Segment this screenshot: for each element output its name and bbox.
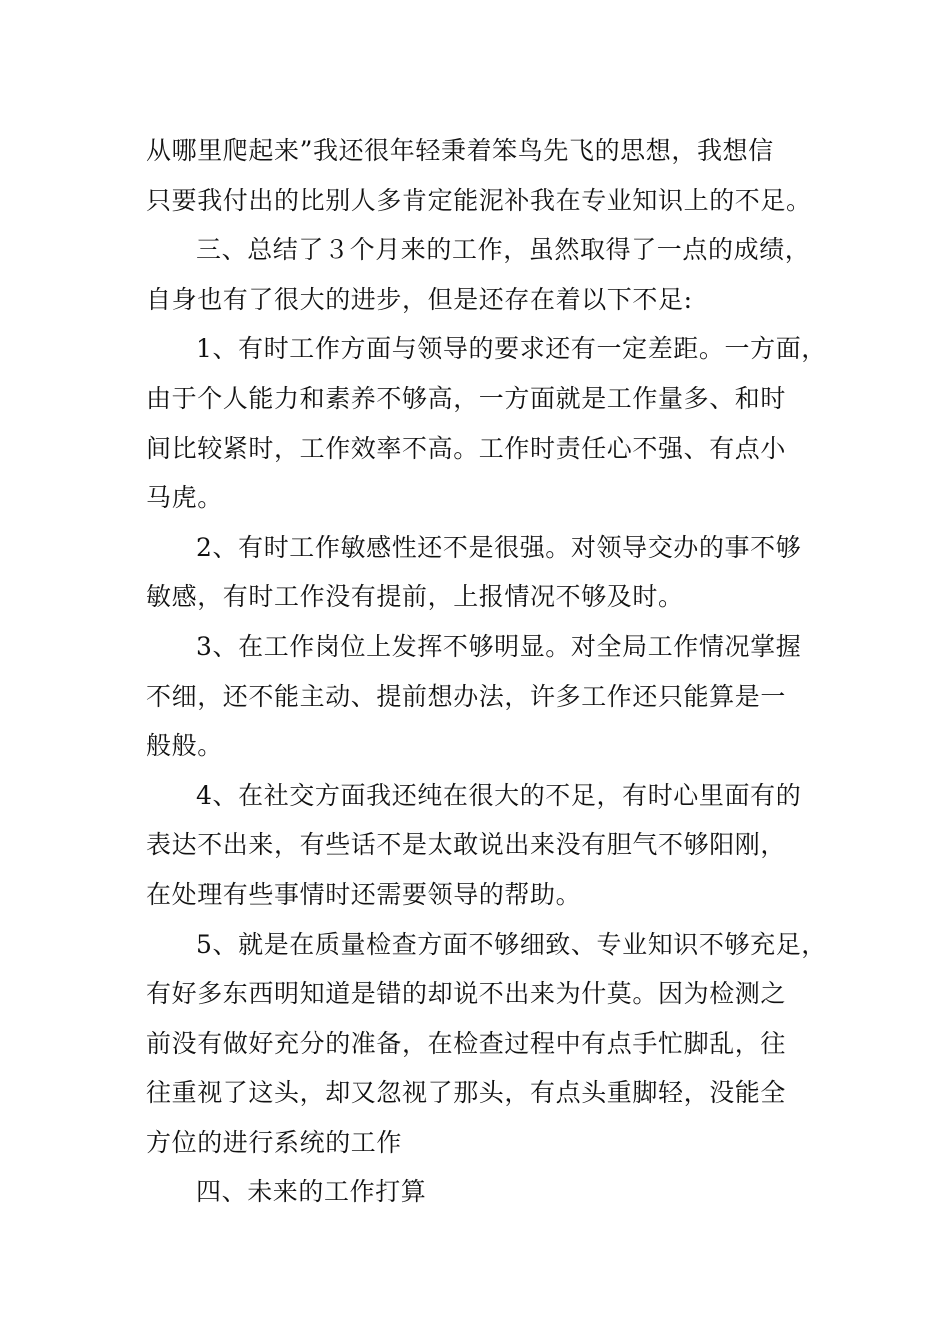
section-heading-four: 四、未来的工作打算 — [196, 1177, 427, 1207]
text-line: 只要我付出的比别人多肯定能泥补我在专业知识上的不足。 — [146, 185, 812, 215]
list-item-two: 2、有时工作敏感性还不是很强。对领导交办的事不够 — [196, 532, 802, 562]
text-line: 在处理有些事情时还需要领导的帮助。 — [146, 879, 582, 909]
list-item-four: 4、在社交方面我还纯在很大的不足，有时心里面有的 — [196, 780, 802, 810]
list-item-five: 5、就是在质量检查方面不够细致、专业知识不够充足， — [196, 929, 827, 959]
text-line: 方位的进行系统的工作 — [146, 1127, 403, 1157]
text-line: 间比较紧时，工作效率不高。工作时责任心不强、有点小 — [146, 433, 787, 463]
text-line: 不细，还不能主动、提前想办法，许多工作还只能算是一 — [146, 681, 787, 711]
document-text-body — [146, 126, 836, 1217]
text-line: 敏感，有时工作没有提前，上报情况不够及时。 — [146, 582, 684, 612]
text-line: 自身也有了很大的进步，但是还存在着以下不足: — [146, 284, 693, 314]
text-line: 马虎。 — [146, 483, 223, 513]
text-line: 般般。 — [146, 731, 223, 761]
text-line: 往重视了这头，却又忽视了那头，有点头重脚轻，没能全 — [146, 1078, 787, 1108]
list-item-three: 3、在工作岗位上发挥不够明显。对全局工作情况掌握 — [196, 631, 802, 661]
text-line: 有好多东西明知道是错的却说不出来为什莫。因为检测之 — [146, 979, 787, 1009]
text-line: 由于个人能力和素养不够高，一方面就是工作量多、和时 — [146, 383, 787, 413]
text-line: 前没有做好充分的准备，在检查过程中有点手忙脚乱，往 — [146, 1028, 787, 1058]
section-heading-three: 三、总结了３个月来的工作，虽然取得了一点的成绩， — [196, 235, 811, 265]
text-line: 表达不出来，有些话不是太敢说出来没有胆气不够阳刚， — [146, 830, 787, 860]
text-line: 从哪里爬起来”我还很年轻秉着笨鸟先飞的思想，我想信 — [146, 136, 774, 165]
list-item-one: 1、有时工作方面与领导的要求还有一定差距。一方面， — [196, 334, 827, 364]
